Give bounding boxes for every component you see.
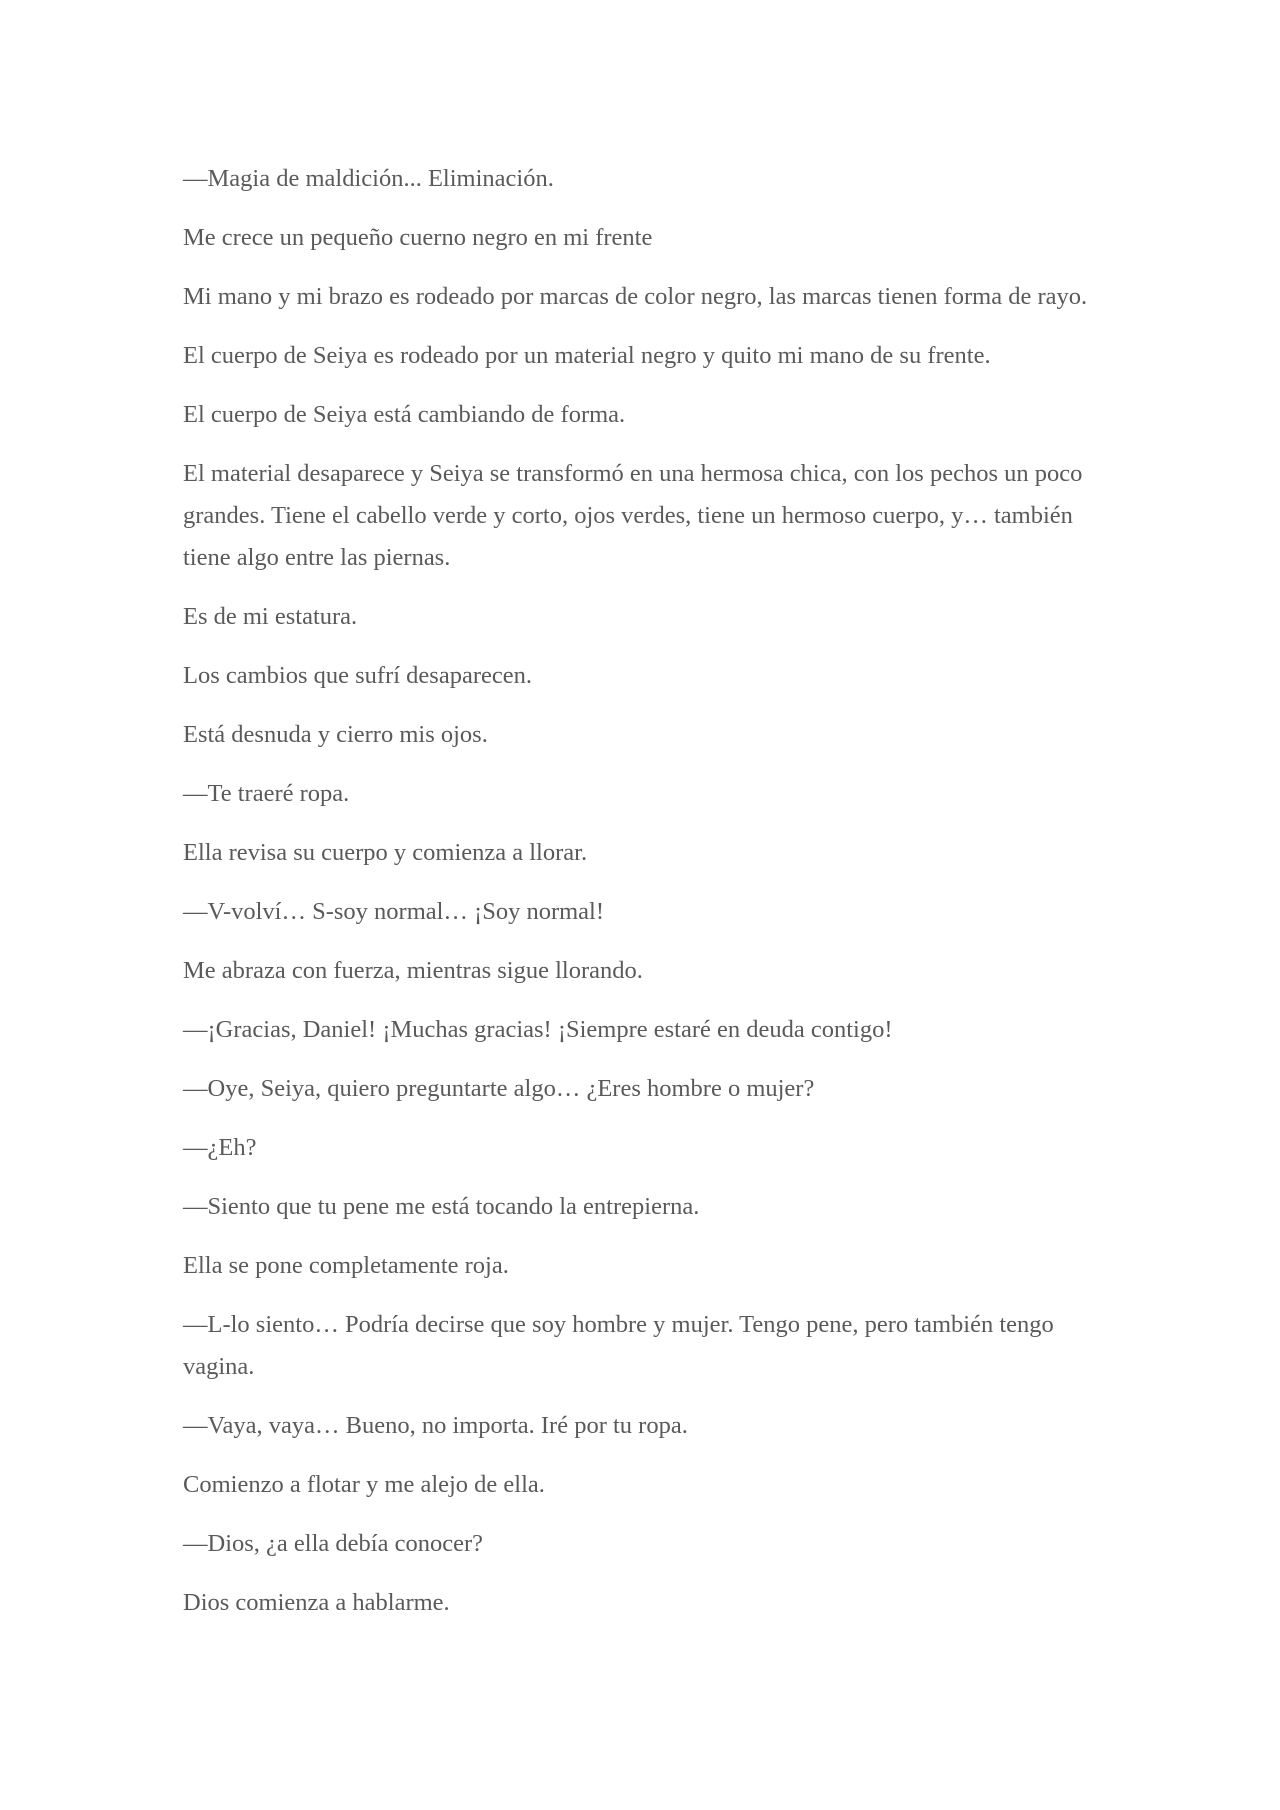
paragraph: Está desnuda y cierro mis ojos. bbox=[183, 721, 488, 748]
paragraph: —Magia de maldición... Eliminación. bbox=[183, 165, 554, 192]
paragraph: —Oye, Seiya, quiero preguntarte algo… ¿Eres hombre o mujer? bbox=[183, 1075, 815, 1102]
paragraph: —Dios, ¿a ella debía conocer? bbox=[183, 1530, 483, 1557]
paragraph: Mi mano y mi brazo es rodeado por marcas de color negro, las marcas tienen forma de rayo. bbox=[183, 283, 1088, 310]
paragraph: Ella se pone completamente roja. bbox=[183, 1252, 509, 1279]
document-body bbox=[183, 158, 1103, 1641]
paragraph: El cuerpo de Seiya es rodeado por un material negro y quito mi mano de su frente. bbox=[183, 342, 991, 369]
paragraph: Me abraza con fuerza, mientras sigue llorando. bbox=[183, 957, 643, 984]
paragraph: —V-volví… S-soy normal… ¡Soy normal! bbox=[183, 898, 605, 925]
paragraph: —¡Gracias, Daniel! ¡Muchas gracias! ¡Siempre estaré en deuda contigo! bbox=[183, 1016, 893, 1043]
paragraph: —Vaya, vaya… Bueno, no importa. Iré por tu ropa. bbox=[183, 1412, 688, 1439]
paragraph: Comienzo a flotar y me alejo de ella. bbox=[183, 1471, 545, 1498]
paragraph: Me crece un pequeño cuerno negro en mi frente bbox=[183, 224, 653, 251]
paragraph: Es de mi estatura. bbox=[183, 603, 358, 630]
paragraph: Ella revisa su cuerpo y comienza a llorar. bbox=[183, 839, 588, 866]
paragraph: El material desaparece y Seiya se transformó en una hermosa chica, con los pechos un poco grandes. Tiene el cabello verde y corto, ojos verdes, tiene un hermoso cuerpo, y… también tiene algo entre las piernas. bbox=[183, 460, 1083, 571]
paragraph: El cuerpo de Seiya está cambiando de forma. bbox=[183, 401, 626, 428]
paragraph: —¿Eh? bbox=[183, 1134, 257, 1161]
paragraph: Los cambios que sufrí desaparecen. bbox=[183, 662, 532, 689]
paragraph: —L-lo siento… Podría decirse que soy hombre y mujer. Tengo pene, pero también tengo vagina. bbox=[183, 1311, 1054, 1380]
paragraph: —Siento que tu pene me está tocando la entrepierna. bbox=[183, 1193, 700, 1220]
paragraph: —Te traeré ropa. bbox=[183, 780, 350, 807]
paragraph: Dios comienza a hablarme. bbox=[183, 1589, 450, 1616]
